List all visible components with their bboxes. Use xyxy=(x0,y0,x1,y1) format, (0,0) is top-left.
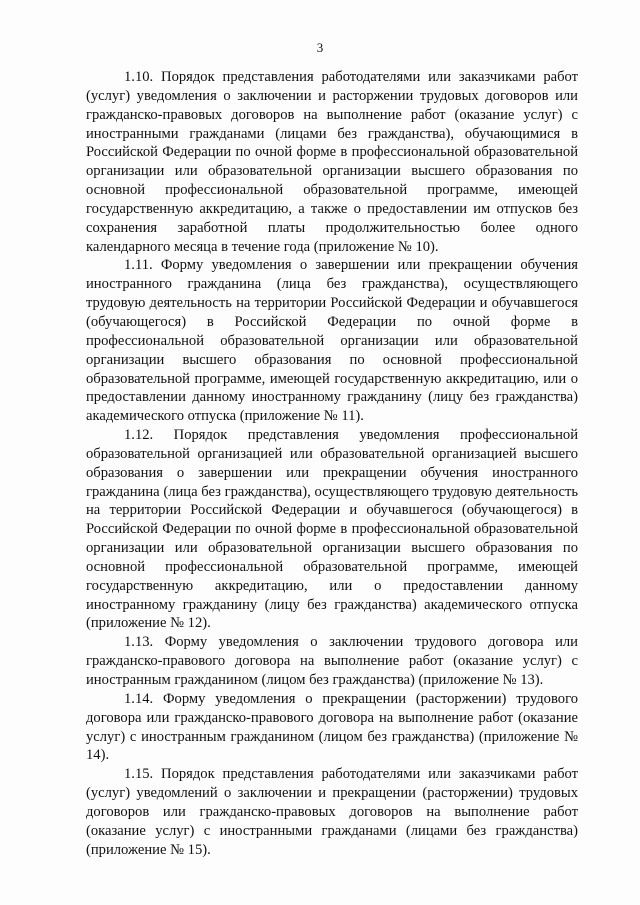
paragraph-1-13: 1.13. Форму уведомления о заключении трудового договора или гражданско-правового договора на выполнение работ (оказание услуг) с иностранным гражданином (лицом без гражданства) (приложение № 13). xyxy=(86,634,578,688)
paragraph-1-10: 1.10. Порядок представления работодателями или заказчиками работ (услуг) уведомления о заключении и расторжении трудовых договоров или гражданско-правовых договоров на выполнение работ (оказание услуг) с иностранными гражданами (лицами без гражданства), обучающимися в Российской Федерации по очной форме в профессиональной образовательной организации или образовательной организации высшего образования по основной профессиональной образовательной программе, имеющей государственную аккредитацию, а также о предоставлении им отпусков без сохранения заработной платы продолжительностью более одного календарного месяца в течение года (приложение № 10). xyxy=(86,69,578,255)
paragraph-1-14: 1.14. Форму уведомления о прекращении (расторжении) трудового договора или гражданско-правового договора на выполнение работ (оказание услуг) с иностранным гражданином (лицом без гражданства) (приложение № 14). xyxy=(86,690,578,764)
document-body xyxy=(86,68,578,859)
page-number: 3 xyxy=(316,40,324,55)
paragraph-1-12: 1.12. Порядок представления уведомления профессиональной образовательной организацией или образовательной организацией высшего образования о завершении или прекращении обучения иностранного гражданина (лица без гражданства), осуществляющего трудовую деятельность на территории Российской Федерации и обучавшегося (обучающегося) в Российской Федерации по очной форме в профессиональной образовательной организации или образовательной организации высшего образования по основной профессиональной образовательной программе, имеющей государственную аккредитацию, или о предоставлении данному иностранному гражданину (лицу без гражданства) академического отпуска (приложение № 12). xyxy=(86,427,578,632)
paragraph-1-15: 1.15. Порядок представления работодателями или заказчиками работ (услуг) уведомлений о заключении и прекращении (расторжении) трудовых договоров или гражданско-правовых договоров на выполнение работ (оказание услуг) с иностранными гражданами (лицами без гражданства) (приложение № 15). xyxy=(86,766,578,858)
paragraph-1-11: 1.11. Форму уведомления о завершении или прекращении обучения иностранного гражданина (лица без гражданства), осуществляющего трудовую деятельность на территории Российской Федерации и обучавшегося (обучающегося) в Российской Федерации по очной форме в профессиональной образовательной организации или образовательной организации высшего образования по основной профессиональной образовательной программе, имеющей государственную аккредитацию, или о предоставлении данному иностранному гражданину (лицу без гражданства) академического отпуска (приложение № 11). xyxy=(86,257,578,425)
